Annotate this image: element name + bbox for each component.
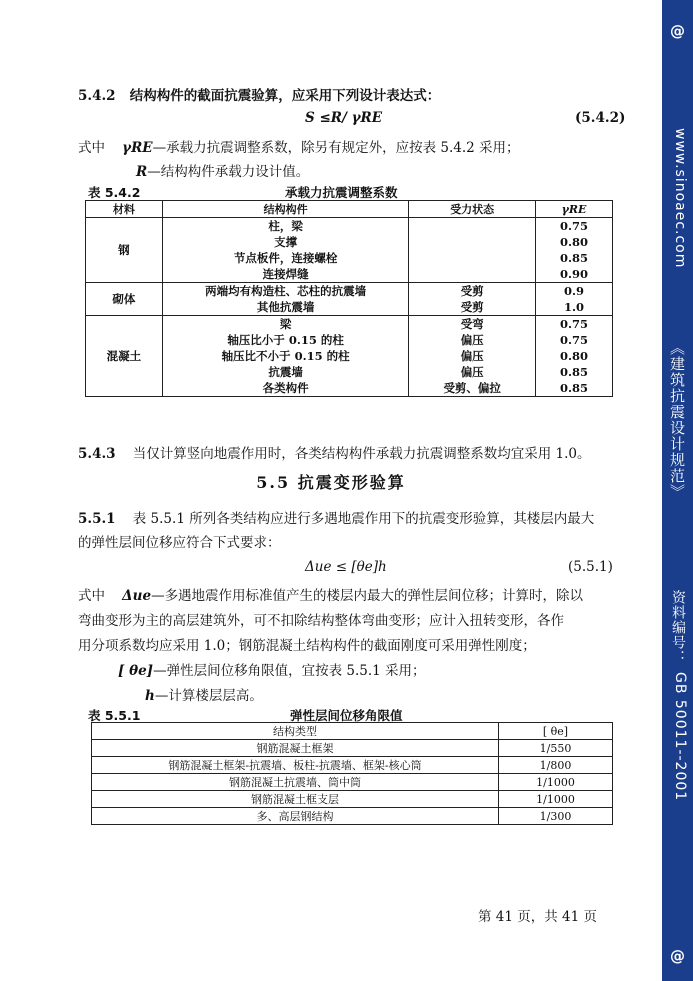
member-cell: 梁 [162, 316, 408, 333]
section-heading [0, 470, 693, 493]
state-cell: 偏压 [409, 348, 536, 364]
table-header-row [92, 723, 613, 740]
at-symbol-bottom: @ [670, 947, 685, 965]
value-cell: 0.85 [536, 380, 613, 397]
clause-number: 5.4.3 [78, 446, 116, 462]
state-cell [409, 218, 536, 235]
table-row [92, 757, 613, 774]
limit-cell: 1/300 [499, 808, 613, 825]
type-cell: 钢筋混凝土框架 [92, 740, 499, 757]
table-row [86, 283, 613, 300]
table-5-5-1-label: 表 5.5.1 [88, 708, 141, 723]
clause-number: 5.5.1 [78, 511, 116, 527]
where-text: —承载力抗震调整系数，除另有规定外，应按表 5.4.2 采用； [152, 140, 520, 156]
table-5-5-1 [91, 722, 613, 825]
member-cell: 两端均有构造柱、芯柱的抗震墙 [162, 283, 408, 300]
where-text: —多遇地震作用标准值产生的楼层内最大的弹性层间位移；计算时，除以 [151, 588, 584, 604]
state-cell: 受剪 [409, 299, 536, 316]
material-cell: 混凝土 [86, 316, 163, 397]
where-lead: 式中 [78, 588, 105, 604]
state-cell: 偏压 [409, 332, 536, 348]
equation-number: (5.5.1) [568, 559, 613, 575]
table-5-4-2 [85, 200, 613, 397]
value-cell: 1.0 [536, 299, 613, 316]
value-cell: 0.75 [536, 316, 613, 333]
table-row [86, 380, 613, 397]
formula-5-5-1: Δue ≤ [θe]h [305, 559, 387, 575]
h-text: —计算楼层层高。 [154, 688, 263, 704]
member-cell: 节点板件，连接螺栓 [162, 250, 408, 266]
value-cell: 0.75 [536, 218, 613, 235]
table-row [92, 791, 613, 808]
where-text: —结构构件承载力设计值。 [147, 164, 310, 180]
clause-5-4-2 [78, 84, 440, 104]
table-row [86, 299, 613, 316]
type-cell: 钢筋混凝土抗震墙、筒中筒 [92, 774, 499, 791]
where-line [78, 584, 583, 604]
table-row [86, 364, 613, 380]
type-cell: 钢筋混凝土框支层 [92, 791, 499, 808]
where-line-1 [78, 136, 520, 156]
limit-cell: 1/550 [499, 740, 613, 757]
where-lead: 式中 [78, 140, 105, 156]
type-cell: 钢筋混凝土框架-抗震墙、板柱-抗震墙、框架-核心筒 [92, 757, 499, 774]
table-row [86, 218, 613, 235]
state-cell: 受剪 [409, 283, 536, 300]
state-cell [409, 250, 536, 266]
member-cell: 连接焊缝 [162, 266, 408, 283]
table-5-5-1-title: 弹性层间位移角限值 [290, 708, 403, 723]
table-row [92, 740, 613, 757]
value-cell: 0.85 [536, 250, 613, 266]
equation-number: (5.4.2) [575, 110, 626, 126]
clause-text: 表 5.5.1 所列各类结构应进行多遇地震作用下的抗震变形验算，其楼层内最大 [132, 511, 595, 527]
value-cell: 0.80 [536, 234, 613, 250]
where-line-2 [136, 160, 309, 180]
table-row [86, 266, 613, 283]
table-5-4-2-title: 承载力抗震调整系数 [285, 185, 398, 200]
state-cell: 受弯 [409, 316, 536, 333]
table-5-4-2-label: 表 5.4.2 [88, 185, 141, 200]
value-cell: 0.85 [536, 364, 613, 380]
member-cell: 其他抗震墙 [162, 299, 408, 316]
clause-number: 5.4.2 [78, 88, 116, 104]
material-cell: 砌体 [86, 283, 163, 316]
member-cell: 柱，梁 [162, 218, 408, 235]
code-label: 资料编号： [670, 590, 686, 665]
page-number: 第 41 页，共 41 页 [478, 909, 598, 925]
type-cell: 多、高层钢结构 [92, 808, 499, 825]
header-gamma: γRE [536, 201, 613, 218]
limit-cell: 1/1000 [499, 774, 613, 791]
member-cell: 轴压比不小于 0.15 的柱 [162, 348, 408, 364]
header-member: 结构构件 [162, 201, 408, 218]
table-row [86, 332, 613, 348]
member-cell: 支撑 [162, 234, 408, 250]
theta-line [118, 659, 426, 679]
state-cell [409, 266, 536, 283]
table-row [92, 774, 613, 791]
code-number: GB 50011--2001 [672, 672, 688, 802]
at-symbol-top: @ [670, 22, 685, 40]
table-row [86, 348, 613, 364]
clause-text: 结构构件的截面抗震验算，应采用下列设计表达式： [129, 88, 441, 104]
limit-cell: 1/1000 [499, 791, 613, 808]
state-cell: 偏压 [409, 364, 536, 380]
table-header-row [86, 201, 613, 218]
clause-text: 当仅计算竖向地震作用时，各类结构构件承载力抗震调整系数均宜采用 1.0。 [132, 446, 591, 462]
clause-line-2: 的弹性层间位移应符合下式要求： [78, 535, 281, 551]
site-url: www.sinoaec.com [672, 128, 688, 269]
section-heading-text: 5.5 抗震变形验算 [256, 473, 406, 492]
state-cell: 受剪、偏拉 [409, 380, 536, 397]
header-material: 材料 [86, 201, 163, 218]
theta-text: —弹性层间位移角限值，宜按表 5.5.1 采用； [153, 663, 426, 679]
header-type: 结构类型 [92, 723, 499, 740]
member-cell: 抗震墙 [162, 364, 408, 380]
material-cell: 钢 [86, 218, 163, 283]
value-cell: 0.80 [536, 348, 613, 364]
theta-symbol: [ θe] [118, 663, 154, 679]
r-symbol: R [136, 164, 148, 180]
header-limit: [ θe] [499, 723, 613, 740]
member-cell: 各类构件 [162, 380, 408, 397]
table-row [86, 234, 613, 250]
where-line-3: 用分项系数均应采用 1.0；钢筋混凝土结构构件的截面刚度可采用弹性刚度； [78, 638, 536, 654]
h-line [145, 684, 263, 704]
where-line-2: 弯曲变形为主的高层建筑外，可不扣除结构整体弯曲变形；应计入扭转变形，各作 [78, 613, 564, 629]
clause-5-5-1 [78, 507, 594, 527]
value-cell: 0.90 [536, 266, 613, 283]
clause-5-4-3 [78, 442, 591, 462]
table-row [92, 808, 613, 825]
h-symbol: h [145, 688, 155, 704]
gamma-symbol: γRE [122, 140, 153, 156]
value-cell: 0.75 [536, 332, 613, 348]
formula-5-4-2: S ≤R/ γRE [305, 110, 383, 126]
member-cell: 轴压比小于 0.15 的柱 [162, 332, 408, 348]
book-title: 《建筑抗震设计规范》 [668, 340, 686, 500]
table-row [86, 316, 613, 333]
value-cell: 0.9 [536, 283, 613, 300]
limit-cell: 1/800 [499, 757, 613, 774]
header-state: 受力状态 [409, 201, 536, 218]
table-row [86, 250, 613, 266]
state-cell [409, 234, 536, 250]
delta-symbol: Δue [122, 588, 152, 604]
